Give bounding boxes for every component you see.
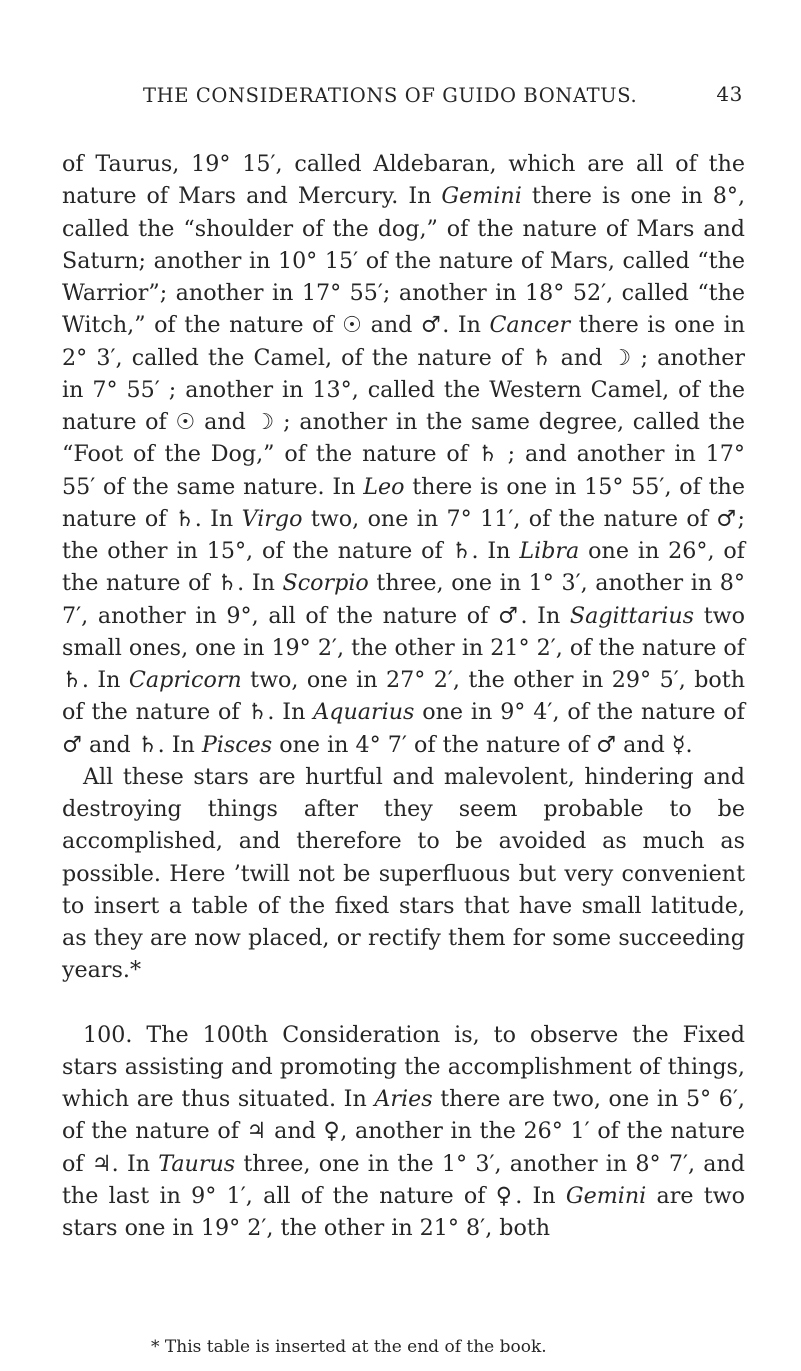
text-run: three, one in 1° 3′, another in 8° 7′, another in 9°, all of the nature of ♂. In <box>62 570 745 629</box>
italic-term: Aries <box>374 1086 433 1112</box>
text-run: there is one in 2° 3′, called the Camel, of the nature of ♄ and ☽ ; another in 7° 55′ ; another in 13°, called the Western Camel, of the nature of ☉ and ☽ ; another in the same degree, called the “Foot of the Dog,” of the nature of ♄ ; and another in 17° 55′ of the same nature. In <box>62 312 745 500</box>
text-run: one in 4° 7′ of the nature of ♂ and ☿. <box>272 731 693 758</box>
paragraph-stars-malevolent <box>62 148 745 761</box>
italic-term: Leo <box>363 473 405 500</box>
text-run: two, one in 27° 2′, the other in 29° 5′, both of the nature of ♄. In <box>62 667 745 726</box>
text-run: of Taurus, 19° 15′, called Aldebaran, which are all of the nature of Mars and Mercury. In <box>62 151 745 210</box>
text-run: two, one in 7° 11′, of the nature of ♂; the other in 15°, of the nature of ♄. In <box>62 505 745 564</box>
body-text <box>62 148 745 1244</box>
text-run: one in 9° 4′, of the nature of ♂ and ♄. In <box>62 699 745 758</box>
text-run: there is one in 15° 55′, of the nature of ♄. In <box>62 473 745 532</box>
text-run: there are two, one in 5° 6′, of the nature of ♃ and ♀, another in the 26° 1′ of the nature of ♃. In <box>62 1086 745 1177</box>
italic-term: Capricorn <box>128 667 242 693</box>
italic-term: Libra <box>519 538 580 564</box>
text-run: two small ones, one in 19° 2′, the other in 21° 2′, of the nature of ♄. In <box>62 602 746 693</box>
italic-term: Virgo <box>241 505 303 532</box>
paragraph-consideration-100 <box>62 1019 745 1245</box>
text-run: there is one in 8°, called the “shoulder of the dog,” of the nature of Mars and Saturn; another in 10° 15′ of the nature of Mars, called “the Warrior”; another in 17° 55′; another in 18° 52′, called “the Witch,” of the nature of ☉ and ♂. In <box>62 183 746 339</box>
text-run: All these stars are hurtful and malevolent, hindering and destroying things after they seem probable to be accomplished, and therefore to be avoided as much as possible. Here ’twill not be superfluous but very convenient to insert a table of the fixed stars that have small latitude, as they are now placed, or rectify them for some succeeding years.* <box>62 763 745 984</box>
footnote: * This table is inserted at the end of the book. <box>151 1337 547 1357</box>
running-head <box>143 84 743 107</box>
italic-term: Cancer <box>489 312 571 339</box>
italic-term: Sagittarius <box>569 602 695 629</box>
italic-term: Gemini <box>441 183 522 210</box>
italic-term: Taurus <box>158 1150 236 1177</box>
text-run: 100. The 100th Consideration is, to observe the Fixed stars assisting and promoting the accomplishment of things, which are thus situated. In <box>62 1021 745 1112</box>
paragraph-hurtful <box>62 761 745 987</box>
text-run: are two stars one in 19° 2′, the other in 21° 8′, both <box>62 1182 745 1241</box>
italic-term: Aquarius <box>313 699 415 726</box>
running-title: THE CONSIDERATIONS OF GUIDO BONATUS. <box>143 84 638 107</box>
italic-term: Gemini <box>565 1182 647 1209</box>
page-number: 43 <box>716 82 743 106</box>
text-run: three, one in the 1° 3′, another in 8° 7′, and the last in 9° 1′, all of the nature of ♀. In <box>62 1150 745 1209</box>
text-run: one in 26°, of the nature of ♄. In <box>62 538 745 597</box>
italic-term: Pisces <box>201 731 273 758</box>
italic-term: Scorpio <box>282 570 369 597</box>
